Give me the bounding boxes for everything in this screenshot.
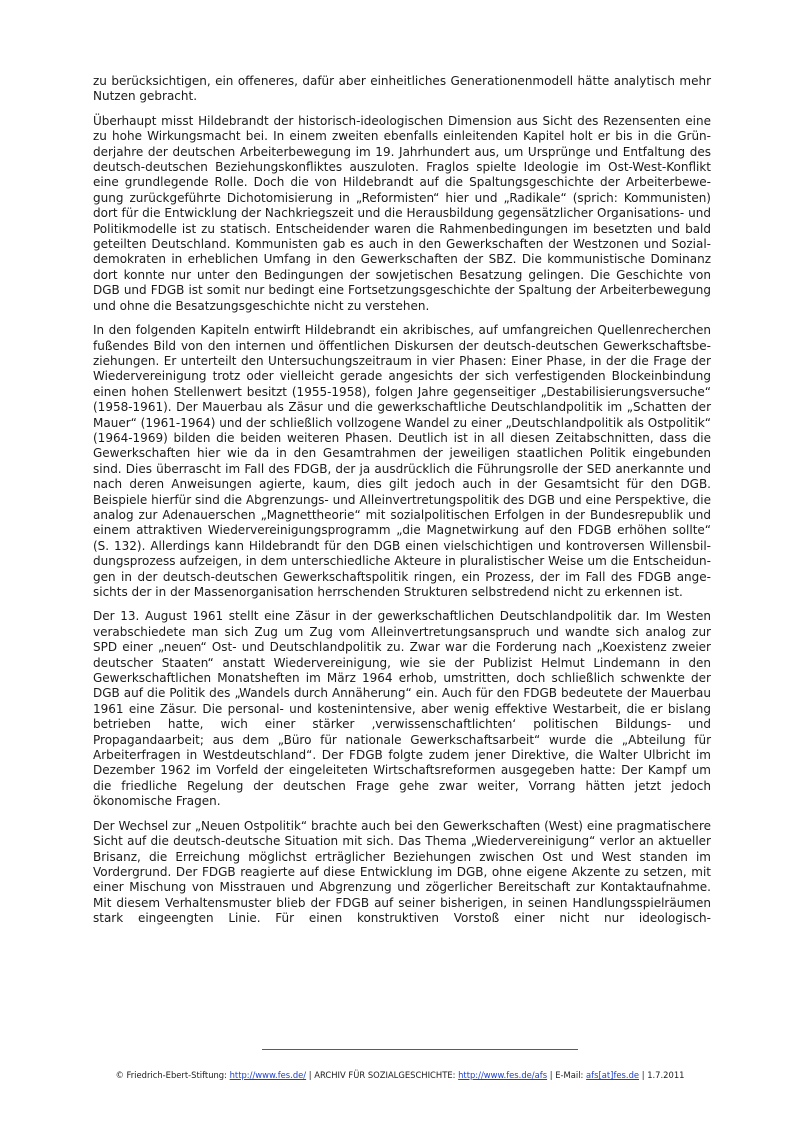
footer-divider: [262, 1049, 578, 1050]
paragraph-2: Überhaupt misst Hildebrandt der historisch-ideologischen Dimension aus Sicht des Rezensenten eine zu hohe Wirkungsmacht bei. In einem zweiten ebenfalls einleitenden Kapitel holt er bis in die Gründerjahre der deutschen Arbeiterbewegung im 19. Jahrhundert aus, um Ursprünge und Entfaltung des deutsch-deutschen Beziehungskonfliktes auszuloten. Fraglos spielte Ideologie im Ost-West-Konflikt eine grundlegende Rolle. Doch die von Hildebrandt auf die Spaltungsgeschichte der Arbeiterbewegung zurückgeführte Dichotomisierung in „Reformisten“ hier und „Radikale“ (sprich: Kommunisten) dort für die Entwicklung der Nachkriegszeit und die Herausbildung gegensätzlicher Organisations- und Politikmodelle ist zu statisch. Entscheidender waren die Rahmenbedingungen im besetzten und bald geteilten Deutschland. Kommunisten gab es auch in den Gewerkschaften der Westzonen und Sozialdemokraten in erheblichen Umfang in den Gewerkschaften der SBZ. Die kommunistische Dominanz dort konnte nur unter den Bedingungen der sowjetischen Besatzung gelingen. Die Geschichte von DGB und FDGB ist somit nur bedingt eine Fortsetzungsgeschichte der Spaltung der Arbeiterbewegung und ohne die Besatzungsgeschichte nicht zu verstehen.: [93, 113, 711, 313]
footer-email-label: | E-Mail:: [547, 1070, 587, 1080]
afs-link[interactable]: http://www.fes.de/afs: [458, 1070, 548, 1080]
email-link[interactable]: afs[at]fes.de: [586, 1070, 640, 1080]
page-footer: [0, 1069, 800, 1081]
paragraph-4: Der 13. August 1961 stellt eine Zäsur in der gewerkschaftlichen Deutschlandpolitik dar. Im Westen verabschiedete man sich Zug um Zug vom Alleinvertretungsanspruch und wandte sich analog zur SPD einer „neuen“ Ost- und Deutschlandpolitik zu. Zwar war die Forderung nach „Koexistenz zweier deutscher Staaten“ anstatt Wiedervereinigung, wie sie der Publizist Helmut Lindemann in den Gewerkschaftlichen Monatsheften im März 1964 erhob, umstritten, doch schließlich schwenkte der DGB auf die Politik des „Wandels durch Annäherung“ ein. Auch für den FDGB bedeutete der Mauerbau 1961 eine Zäsur. Die personal- und kostenintensive, aber wenig effektive Westarbeit, die er bislang betrieben hatte, wich einer stärker ‚verwissenschaftlichten‘ politischen Bildungs- und Propagandaarbeit; aus dem „Büro für nationale Gewerkschaftsarbeit“ wurde die „Abteilung für Arbeiterfragen in Westdeutschland“. Der FDGB folgte zudem jener Direktive, die Walter Ulbricht im Dezember 1962 im Vorfeld der eingeleiteten Wirtschaftsreformen ausgegeben hatte: Der Kampf um die friedliche Regelung der deutschen Frage gehe zwar weiter, Vorrang hätten jetzt jedoch ökonomische Fragen.: [93, 609, 711, 809]
footer-copyright: © Friedrich-Ebert-Stiftung:: [115, 1070, 230, 1080]
paragraph-1: zu berücksichtigen, ein offeneres, dafür aber einheitliches Generationenmodell hätte analytisch mehr Nutzen gebracht.: [93, 74, 711, 104]
paragraph-5: Der Wechsel zur „Neuen Ostpolitik“ brachte auch bei den Gewerkschaften (West) eine pragmatischere Sicht auf die deutsch-deutsche Situation mit sich. Das Thema „Wiedervereinigung“ verlor an aktueller Brisanz, die Erreichung möglichst erträglicher Beziehungen zwischen Ost und West standen im Vordergrund. Der FDGB reagierte auf diese Entwicklung im DGB, ohne eigene Akzente zu setzen, mit einer Mischung von Misstrauen und Abgrenzung und zögerlicher Bereitschaft zur Kontaktaufnahme. Mit diesem Verhaltensmuster blieb der FDGB auf seiner bisherigen, in seinen Handlungsspielräumen stark eingeengten Linie. Für einen konstruktiven Vorstoß einer nicht nur ideologisch-: [93, 818, 711, 926]
article-body: [93, 74, 711, 936]
fes-link[interactable]: http://www.fes.de/: [229, 1070, 307, 1080]
footer-date: | 1.7.2011: [639, 1070, 685, 1080]
paragraph-3: In den folgenden Kapiteln entwirft Hildebrandt ein akribisches, auf umfangreichen Quellenrecherchen fußendes Bild von den internen und öffentlichen Diskursen der deutsch-deutschen Gewerkschaftsbeziehungen. Er unterteilt den Untersuchungszeitraum in vier Phasen: Einer Phase, in der die Frage der Wiedervereinigung trotz oder vielleicht gerade angesichts der sich verfestigenden Blockeinbindung einen hohen Stellenwert besitzt (1955-1958), folgen Jahre gegenseitiger „Destabilisierungsversuche“ (1958-1961). Der Mauerbau als Zäsur und die gewerkschaftliche Deutschlandpolitik im „Schatten der Mauer“ (1961-1964) und der schließlich vollzogene Wandel zu einer „Deutschlandpolitik als Ostpolitik“ (1964-1969) bilden die beiden weiteren Phasen. Deutlich ist in all diesen Zeitabschnitten, dass die Gewerkschaften hier wie da in den Gesamtrahmen der jeweiligen staatlichen Politik eingebunden sind. Dies überrascht im Fall des FDGB, der ja ausdrücklich die Führungsrolle der SED anerkannte und nach deren Anweisungen agierte, kaum, dies gilt jedoch auch in der Gesamtsicht für den DGB. Beispiele hierfür sind die Abgrenzungs- und Alleinvertretungspolitik des DGB und eine Perspektive, die analog zur Adenauerschen „Magnettheorie“ mit sozialpolitischen Erfolgen in der Bundesrepublik und einem attraktiven Wiedervereinigungsprogramm „die Magnetwirkung auf den FDGB erhöhen sollte“ (S. 132). Allerdings kann Hildebrandt für den DGB einen vielschichtigen und kontroversen Willensbildungsprozess aufzeigen, in dem unterschiedliche Akteure in pluralistischer Weise um die Entscheidungen in der deutsch-deutschen Gewerkschaftspolitik ringen, ein Prozess, der im Fall des FDGB angesichts der in der Massenorganisation herrschenden Strukturen selbstredend nicht zu erkennen ist.: [93, 323, 711, 599]
footer-archive-label: | ARCHIV FÜR SOZIALGESCHICHTE:: [306, 1070, 459, 1080]
